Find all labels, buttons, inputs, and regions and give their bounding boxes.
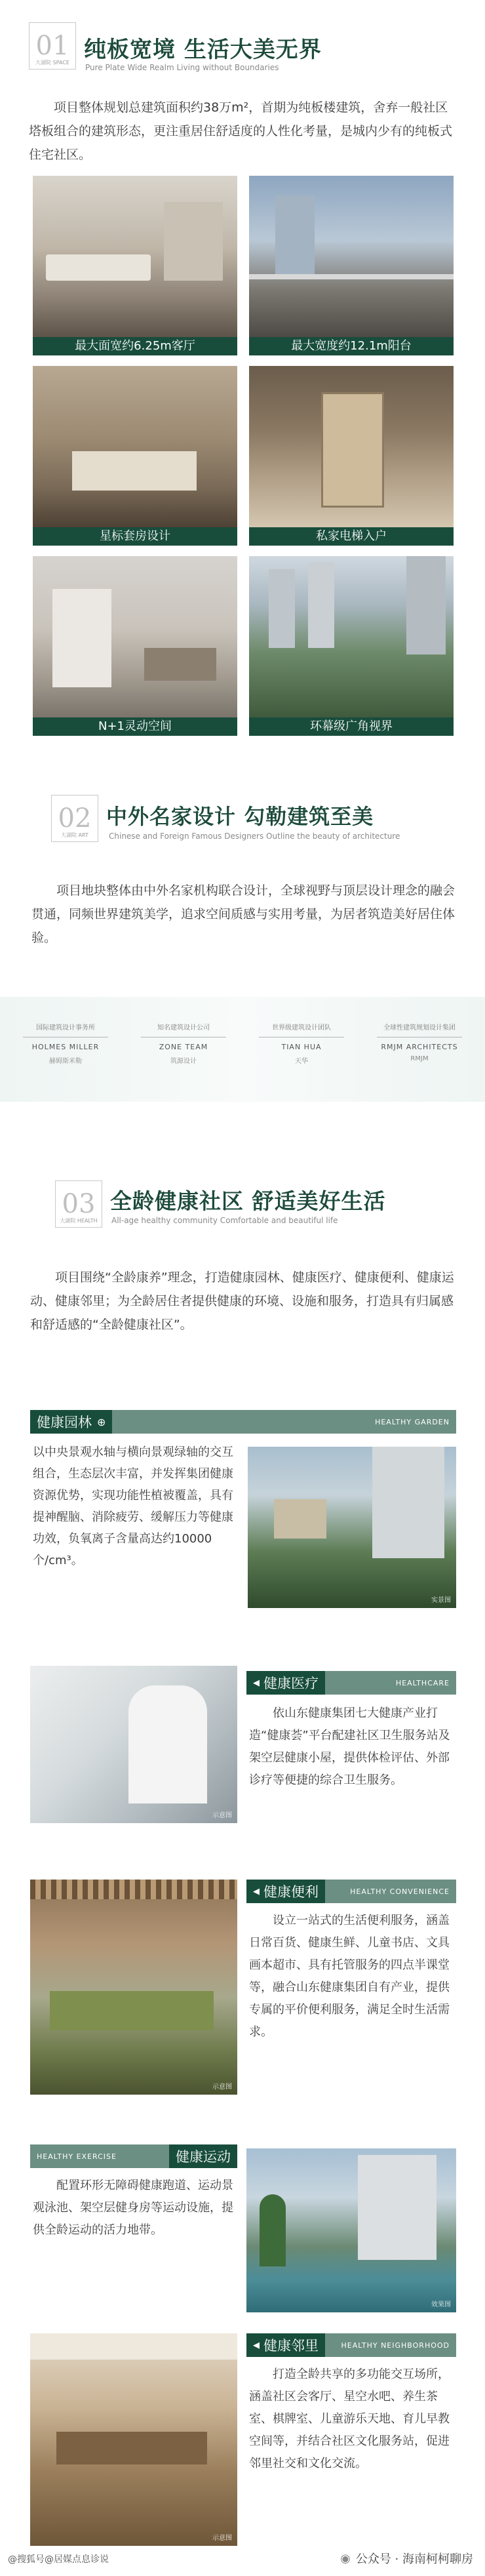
caption-living-room: 最大面宽约6.25m客厅 <box>33 337 237 355</box>
architect-rmjm: 全球性建筑规划设计集团 RMJM ARCHITECTS RMJM <box>360 997 478 1102</box>
neighborhood-header-bar: ◀ 健康邻里 HEALTHY NEIGHBORHOOD <box>246 2333 456 2357</box>
garden-label: 健康园林 ⊕ <box>30 1410 112 1434</box>
photo-convenience <box>30 1880 237 2095</box>
neighborhood-photo-caption: 示意图 <box>212 2535 232 2542</box>
caption-panorama: 环幕级广角视界 <box>249 717 454 736</box>
section3-paragraph: 项目围绕“全龄康养”理念，打造健康园林、健康医疗、健康便利、健康运动、健康邻里；为全龄居住者提供健康的环境、设施和服务，打造具有归属感和舒适感的“全龄健康社区”。 <box>30 1270 454 1332</box>
medical-text: 依山东健康集团七大健康产业打造“健康荟”平台配建社区卫生服务站及架空层健康小屋，提供体检评估、外部诊疗等便捷的综合卫生服务。 <box>249 1706 450 1787</box>
sohu-watermark: @搜狐号@居媒点息诊说 <box>8 2554 109 2565</box>
section1-paragraph: 项目整体规划总建筑面积约38万m²，首期为纯板楼建筑，舍弃一般社区塔板组合的建筑形态，更注重居住舒适度的人性化考量，是城内少有的纯板式住宅社区。 <box>29 100 453 162</box>
neighborhood-text: 打造全龄共享的多功能交互场所，涵盖社区会客厅、星空水吧、养生茶室、棋牌室、儿童游乐天地、育儿早教空间等，并结合社区文化服务站，促进邻里社交和文化交流。 <box>249 2367 450 2470</box>
garden-header-bar: 健康园林 ⊕ HEALTHY GARDEN <box>30 1410 456 1434</box>
architects-row <box>0 997 485 1102</box>
photo-balcony <box>249 176 454 337</box>
section2-title: 中外名家设计 勾勒建筑至美 <box>106 804 374 829</box>
exercise-photo-caption: 效果图 <box>431 2301 451 2308</box>
exercise-header-bar: HEALTHY EXERCISE 健康运动 <box>30 2144 237 2168</box>
section1-number-badge: 01 大湖院 SPACE <box>29 22 76 70</box>
caption-suite: 星标套房设计 <box>33 527 237 546</box>
wechat-icon: ◉ <box>340 2551 351 2566</box>
section1-subtitle: Pure Plate Wide Realm Living without Boundaries <box>85 63 279 72</box>
section2-number-badge: 02 大湖院 ART <box>51 795 98 842</box>
section2-subtitle: Chinese and Foreign Famous Designers Outline the beauty of architecture <box>109 832 400 841</box>
photo-living-room <box>33 176 237 337</box>
garden-photo-caption: 实景图 <box>431 1597 451 1604</box>
photo-flexible-space <box>33 556 237 717</box>
photo-neighborhood <box>30 2333 237 2546</box>
arrow-circle-icon: ⊕ <box>97 1415 106 1428</box>
section3-title: 全龄健康社区 舒适美好生活 <box>110 1188 386 1214</box>
garden-text: 以中央景观水轴与横向景观绿轴的交互组合，生态层次丰富，并发挥集团健康资源优势，实现功能性植被覆盖，具有提神醒脑、消除疲劳、缓解压力等健康功效，负氧离子含量高达约10000个/cm³。 <box>33 1445 233 1567</box>
architect-tian-hua: 世界级建筑设计团队 TIAN HUA 天华 <box>242 997 360 1102</box>
photo-elevator <box>249 366 454 527</box>
convenience-text: 设立一站式的生活便利服务，涵盖日常百货、健康生鲜、儿童书店、文具画本超市、具有托管服务的四点半课堂等，融合山东健康集团自有产业，提供专属的平价便利服务，满足全时生活需求。 <box>249 1914 450 2039</box>
medical-photo-caption: 示意图 <box>212 1812 232 1819</box>
section3-number-badge: 03 大湖院 HEALTH <box>55 1180 102 1228</box>
photo-exercise <box>246 2148 456 2312</box>
caption-balcony: 最大宽度约12.1m阳台 <box>249 337 454 355</box>
section3-subtitle: All-age healthy community Comfortable and beautiful life <box>111 1216 338 1225</box>
architect-zone-team: 知名建筑设计公司 ZONE TEAM 筑源设计 <box>125 997 242 1102</box>
convenience-header-bar: ◀ 健康便利 HEALTHY CONVENIENCE <box>246 1880 456 1903</box>
wechat-account-watermark: ◉ 公众号 · 海南柯柯聊房 <box>340 2551 473 2566</box>
photo-garden <box>248 1447 456 1608</box>
architect-holmes-miller: 国际建筑设计事务所 HOLMES MILLER 赫姆斯米勒 <box>7 997 125 1102</box>
caption-elevator: 私家电梯入户 <box>249 527 454 546</box>
section2-paragraph: 项目地块整体由中外名家机构联合设计，全球视野与顶层设计理念的融会贯通，同频世界建筑美学，追求空间质感与实用考量，为居者筑造美好居住体验。 <box>31 883 456 945</box>
photo-panorama <box>249 556 454 717</box>
medical-header-bar: ◀ 健康医疗 HEALTHCARE <box>246 1671 456 1695</box>
photo-medical <box>30 1666 237 1823</box>
photo-suite <box>33 366 237 527</box>
section1-title: 纯板宽境 生活大美无界 <box>84 37 322 63</box>
exercise-text: 配置环形无障碍健康跑道、运动景观泳池、架空层健身房等运动设施，提供全龄运动的活力地带。 <box>33 2179 233 2237</box>
convenience-photo-caption: 示意图 <box>212 2083 232 2091</box>
caption-flexible-space: N+1灵动空间 <box>33 717 237 736</box>
